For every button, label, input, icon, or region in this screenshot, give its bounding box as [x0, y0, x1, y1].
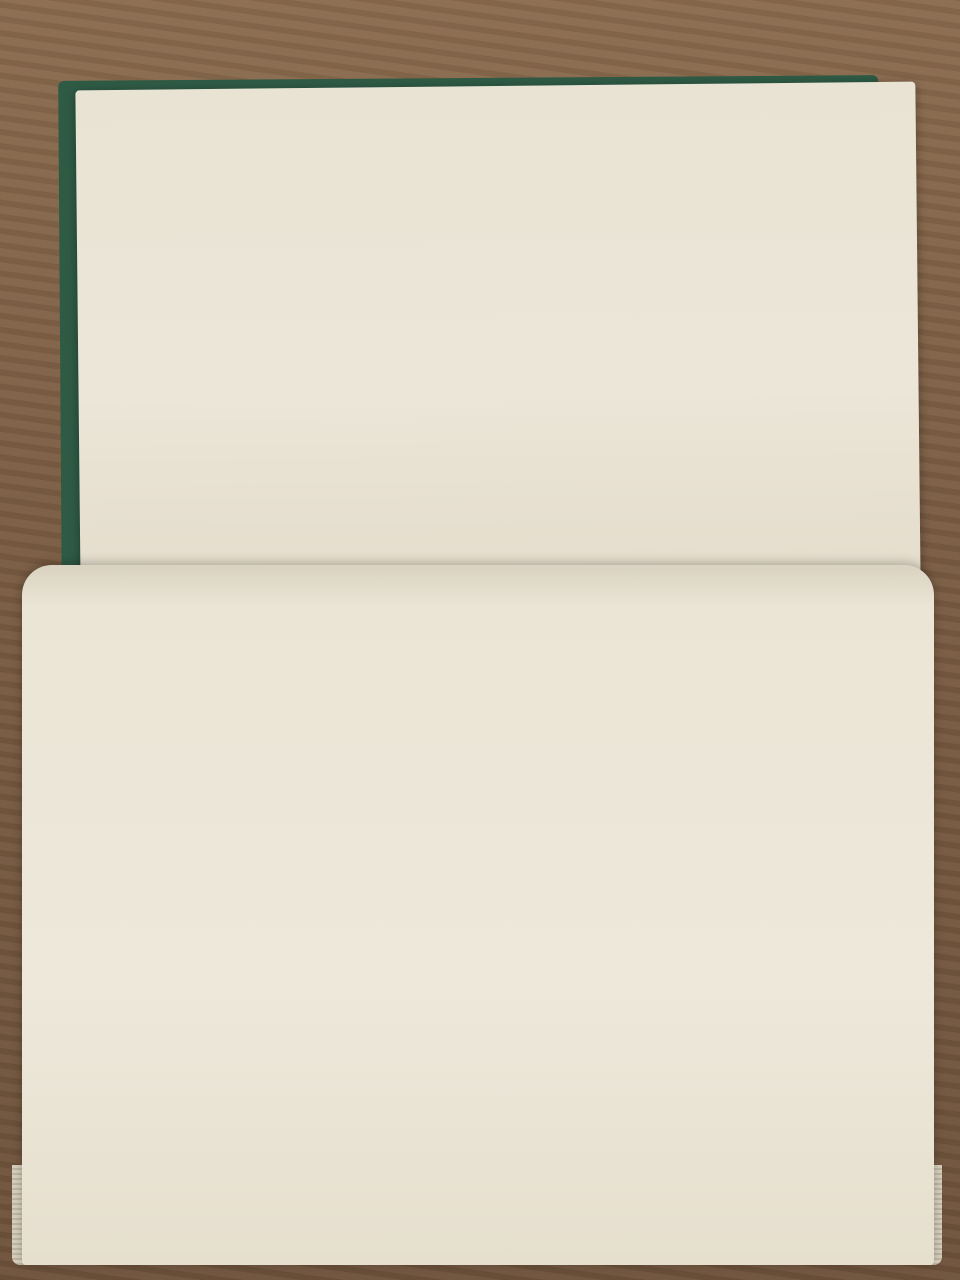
top-page [75, 82, 920, 596]
bottom-page [22, 565, 934, 1265]
